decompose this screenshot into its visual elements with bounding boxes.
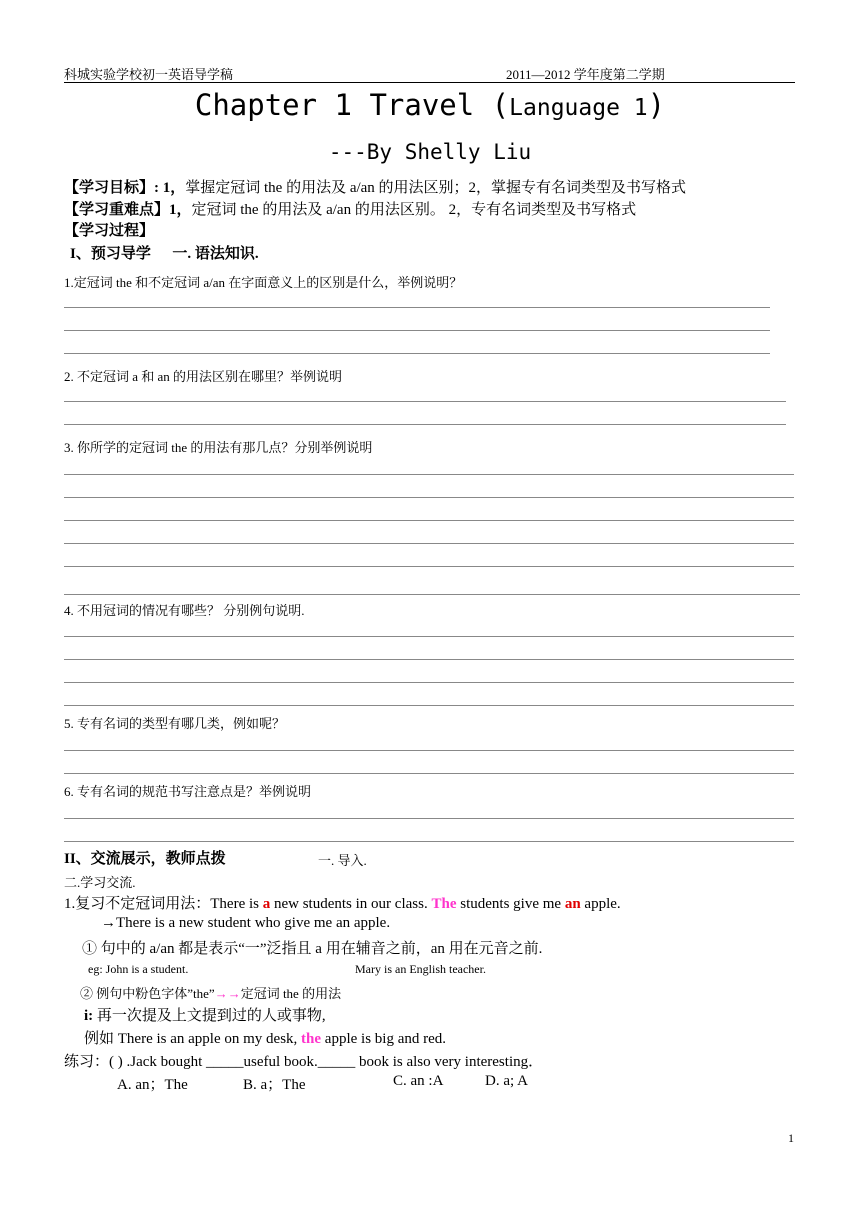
learning-goal xyxy=(64,176,686,197)
author-line: ---By Shelly Liu xyxy=(328,140,532,164)
usage-i-label: i: xyxy=(84,1008,94,1024)
goal-label: 【学习目标】: 1， xyxy=(64,180,186,196)
usage-i-text: 再一次提及上文提到过的人或事物, xyxy=(93,1008,326,1024)
practice-question: 练习：( ) .Jack bought _____useful book._____ book is also very interesting． xyxy=(64,1054,544,1070)
option-c: C. an :A xyxy=(393,1073,444,1089)
page-title xyxy=(0,88,860,122)
review-sentence xyxy=(64,892,621,913)
answer-line xyxy=(64,520,794,521)
review-lead: 1.复习不定冠词用法：There is xyxy=(64,896,263,912)
arrow-line: →There is a new student who give me an apple. xyxy=(101,915,391,931)
review-end: apple. xyxy=(580,896,621,912)
highlight-a: a xyxy=(262,896,271,912)
point-1: ① 句中的 a/an 都是表示“一”泛指且 a 用在辅音之前，an 用在元音之前. xyxy=(82,941,543,957)
pink-arrows-icon: →→ xyxy=(214,986,241,1001)
key-label: 【学习重难点】1， xyxy=(64,202,192,218)
question-3: 3. 你所学的定冠词 the 的用法有那几点？分别举例说明 xyxy=(64,440,373,455)
question-1: 1.定冠词 the 和不定冠词 a/an 在字面意义上的区别是什么，举例说明？ xyxy=(64,275,463,290)
answer-line xyxy=(64,705,794,706)
answer-line xyxy=(64,401,786,402)
key-points xyxy=(64,198,636,219)
eg-left: eg: John is a student. xyxy=(88,962,189,976)
question-6: 6. 专有名词的规范书写注意点是？举例说明 xyxy=(64,784,312,799)
answer-line xyxy=(64,750,794,751)
answer-line xyxy=(64,330,770,331)
answer-line xyxy=(64,841,794,842)
title-sub: Language 1 xyxy=(509,95,648,121)
answer-line xyxy=(64,566,794,567)
usage-example xyxy=(84,1027,446,1048)
header-term: 2011—2012 学年度第二学期 xyxy=(506,67,665,82)
section1-heading: I、预习导学 xyxy=(70,246,151,262)
goal-text: 掌握定冠词 the 的用法及 a/an 的用法区别；2，掌握专有名词类型及书写格式 xyxy=(185,180,687,196)
section1-sub: 一. 语法知识. xyxy=(172,246,259,262)
answer-line xyxy=(64,818,794,819)
point2-text-a: ② 例句中粉色字体”the” xyxy=(80,986,215,1001)
usage-i xyxy=(84,1004,326,1025)
example-the: the xyxy=(301,1031,322,1047)
example-a: 例如 There is an apple on my desk, xyxy=(84,1031,302,1047)
title-close: ) xyxy=(647,88,666,122)
eg-right: Mary is an English teacher. xyxy=(355,962,486,976)
review-mid1: new students in our class. xyxy=(270,896,432,912)
option-d: D. a; A xyxy=(485,1073,528,1089)
answer-line xyxy=(64,543,794,544)
section2-heading: II、交流展示，教师点拨 xyxy=(64,851,226,867)
point-2 xyxy=(80,983,341,1002)
option-a: A. an；The xyxy=(117,1077,188,1093)
highlight-an: an xyxy=(564,896,581,912)
highlight-the: The xyxy=(431,896,457,912)
header-school: 科城实验学校初一英语导学稿 xyxy=(64,67,234,82)
answer-line xyxy=(64,636,794,637)
process-label: 【学习过程】 xyxy=(64,223,155,239)
answer-line xyxy=(64,307,770,308)
review-mid2: students give me xyxy=(456,896,565,912)
example-b: apple is big and red. xyxy=(321,1031,447,1047)
answer-line xyxy=(64,474,794,475)
point2-text-b: 定冠词 the 的用法 xyxy=(240,986,342,1001)
answer-line xyxy=(64,773,794,774)
answer-line xyxy=(64,353,770,354)
question-4: 4. 不用冠词的情况有哪些？ 分别例句说明. xyxy=(64,603,305,618)
key-text: 定冠词 the 的用法及 a/an 的用法区别。 2，专有名词类型及书写格式 xyxy=(191,202,637,218)
page-number: 1 xyxy=(788,1131,794,1145)
question-2: 2. 不定冠词 a 和 an 的用法区别在哪里？举例说明 xyxy=(64,369,343,384)
answer-line xyxy=(64,594,800,595)
answer-line xyxy=(64,682,794,683)
title-main: Chapter 1 Travel ( xyxy=(194,88,510,122)
section2-sub: 一. 导入. xyxy=(318,853,367,868)
question-5: 5. 专有名词的类型有哪几类，例如呢？ xyxy=(64,716,286,731)
section2-sub2: 二.学习交流. xyxy=(64,875,136,890)
answer-line xyxy=(64,424,786,425)
option-b: B. a；The xyxy=(243,1077,306,1093)
section1-heading-row xyxy=(70,242,259,263)
answer-line xyxy=(64,497,794,498)
header-rule xyxy=(64,82,795,83)
answer-line xyxy=(64,659,794,660)
